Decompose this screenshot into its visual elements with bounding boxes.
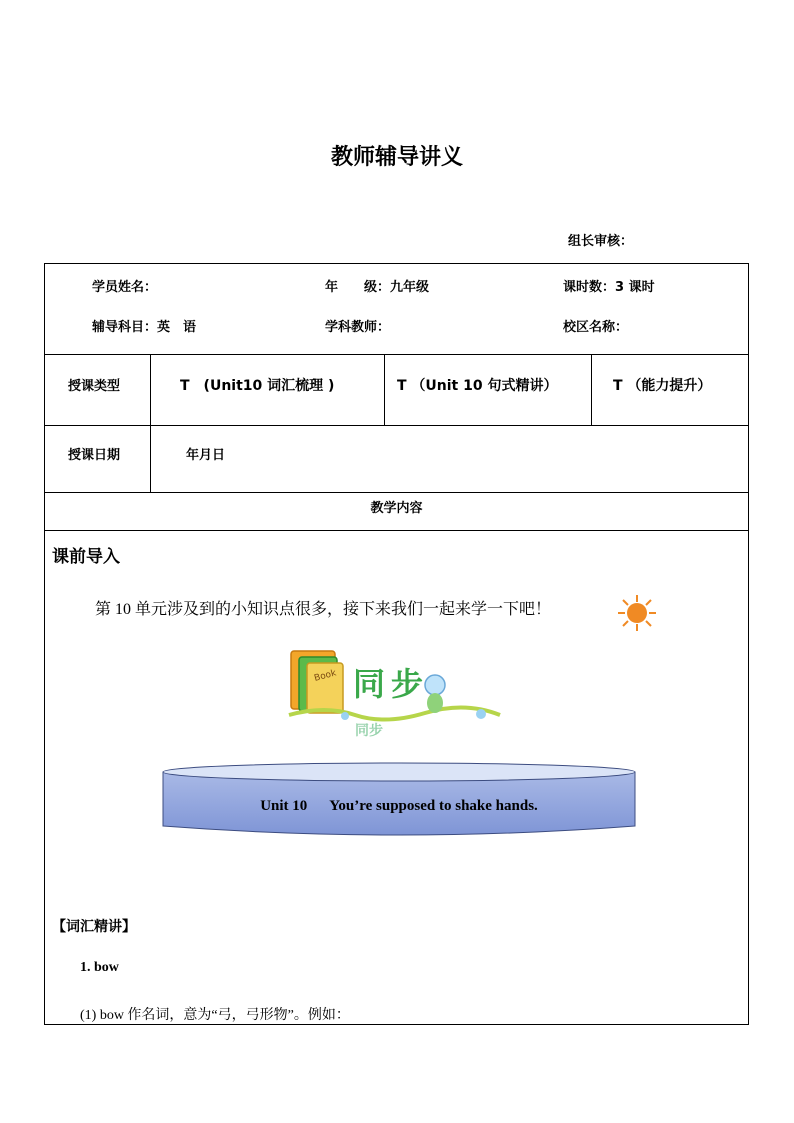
grade-field <box>325 276 429 295</box>
unit-banner-text: Unit 10 You’re supposed to shake hands. <box>260 798 538 814</box>
reviewer-label: 组长审核： <box>568 234 634 249</box>
book-label: Book <box>313 668 338 684</box>
sun-icon <box>614 593 660 633</box>
svg-text:同步: 同步 <box>355 723 383 739</box>
course-type-item: T （能力提升） <box>613 378 712 394</box>
table-divider <box>44 530 749 531</box>
vocab-heading: 【词汇精讲】 <box>52 919 136 935</box>
lesson-count-value: 3 课时 <box>615 280 655 295</box>
course-date-value: 年月日 <box>186 448 226 463</box>
subject-value: 英 语 <box>157 320 197 335</box>
vocab-item-title: 1. bow <box>80 960 119 975</box>
teacher-label: 学科教师： <box>325 320 391 335</box>
page-title: 教师辅导讲义 <box>330 145 463 170</box>
content-header: 教学内容 <box>370 501 423 516</box>
subject-field <box>92 316 196 335</box>
table-divider <box>150 354 151 492</box>
sync-badge <box>285 645 510 740</box>
grade-label: 年 级： <box>325 280 391 295</box>
intro-text: 第 10 单元涉及到的小知识点很多，接下来我们一起来学一下吧！ <box>95 601 552 618</box>
preview-heading: 课前导入 <box>52 547 120 567</box>
lesson-count-field <box>563 276 655 295</box>
table-divider <box>591 354 592 425</box>
course-date-label: 授课日期 <box>68 448 121 463</box>
course-type-item: T （Unit 10 句式精讲） <box>397 378 558 394</box>
student-name-label: 学员姓名： <box>92 280 158 295</box>
grade-value: 九年级 <box>390 280 430 295</box>
campus-label: 校区名称： <box>563 320 629 335</box>
lesson-count-label: 课时数： <box>563 280 616 295</box>
badge-title: 同步 <box>353 665 430 703</box>
course-type-label: 授课类型 <box>68 379 121 394</box>
subject-label: 辅导科目： <box>92 320 158 335</box>
table-divider <box>44 492 749 493</box>
vocab-item-text: (1) bow 作名词，意为“弓，弓形物”。例如： <box>80 1008 350 1023</box>
table-divider <box>384 354 385 425</box>
course-type-item: T (Unit10 词汇梳理 ) <box>180 378 335 394</box>
